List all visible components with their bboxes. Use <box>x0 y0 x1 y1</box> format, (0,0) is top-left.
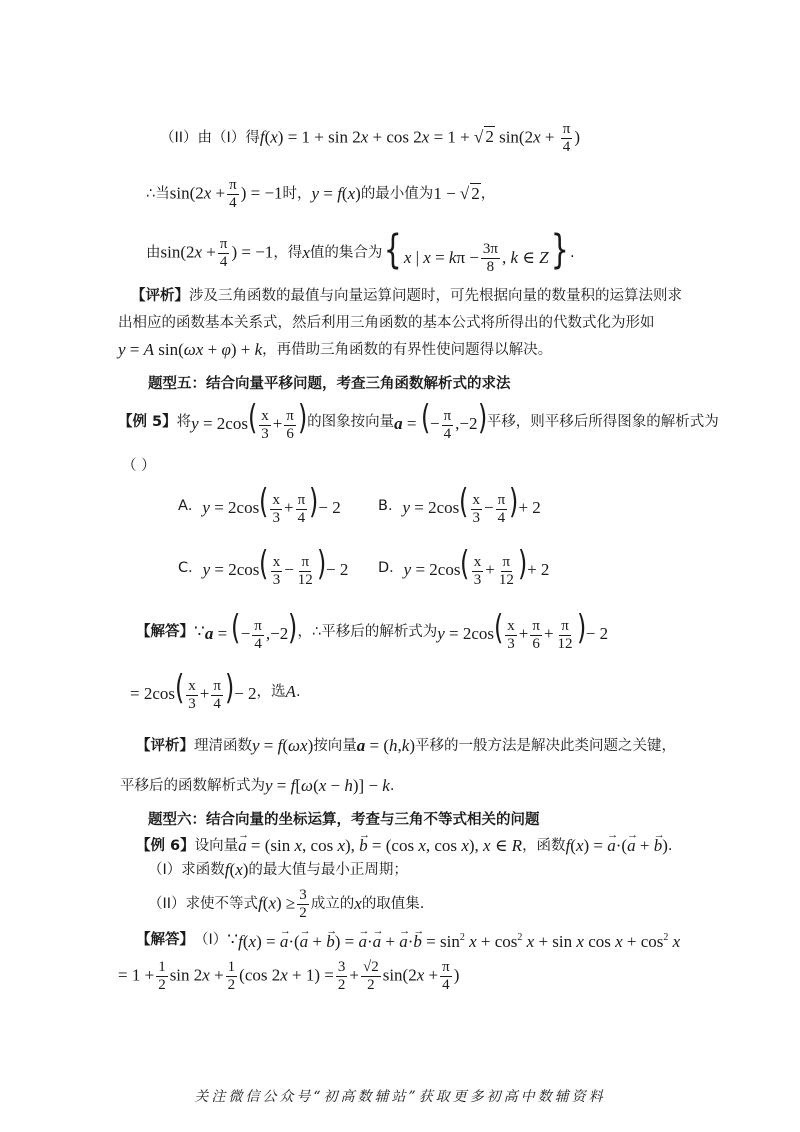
min-value: 1 − √ 2 <box>433 184 480 203</box>
answer5-label: 【解答】 <box>136 624 194 640</box>
comment2-text3: 平移的一般方法是解决此类问题之关键， <box>415 738 676 754</box>
comment2-text1: 理清函数 <box>194 738 252 754</box>
example6-end: . <box>667 838 673 854</box>
option-b[interactable] <box>378 484 541 528</box>
min-condition: sin(2x + $\frac{\pi}{4}$ ) = −1 <box>169 176 283 211</box>
comment1-line3 <box>118 340 552 360</box>
solution-set-line <box>146 226 575 276</box>
example5-text1: 将 <box>176 414 192 430</box>
example5-blank: （ ） <box>122 458 156 474</box>
option-d-expr: y = 2cos( $\frac{x}{3}$ + $\frac{\pi}{12}$ )+ 2 <box>403 544 550 588</box>
option-c-expr: y = 2cos( $\frac{x}{3}$ − $\frac{\pi}{12}$ )− 2 <box>202 544 349 588</box>
answer6-part: （I） <box>194 932 228 948</box>
var-x: x <box>302 243 310 262</box>
answer6-line2 <box>118 954 459 998</box>
answer5-choice: A <box>285 682 296 701</box>
example6-line <box>136 834 672 858</box>
example6-func: f(x) = → a·(→ a + → b) <box>566 836 668 856</box>
option-c-label: C． <box>178 560 203 576</box>
comment2-line2 <box>120 776 394 796</box>
comment2-label: 【评析】 <box>136 738 194 754</box>
q1-text2: 的最大值与最小正周期； <box>248 862 408 878</box>
min-value-line <box>146 174 495 214</box>
q1-label: （I） <box>148 862 182 878</box>
comment2-text4: 平移后的函数解析式为 <box>120 778 265 794</box>
comment1-text1: 涉及三角函数的最值与向量运算问题时，可先根据向量的数量积的运算法则求 <box>189 288 682 304</box>
comment-label: 【评析】 <box>131 288 189 304</box>
example6-vectors: → a = (sin x, cos x), → b = (cos x, cos x), x ∈ R <box>238 836 522 856</box>
comment2-text2: 按向量 <box>313 738 357 754</box>
comma: ， <box>480 186 496 202</box>
min-text: 的最小值为 <box>360 186 434 202</box>
example5-text2: 的图象按向量 <box>307 414 395 430</box>
comment1-line2 <box>118 313 655 333</box>
set-condition: sin(2x + $\frac{\pi}{4}$ ) = −1 <box>160 235 274 270</box>
because-symbol-2: ∵ <box>227 930 239 949</box>
comment2-line1 <box>136 736 676 756</box>
option-b-expr: y = 2cos( $\frac{x}{3}$ − $\frac{\pi}{4}$ )+ 2 <box>402 482 541 526</box>
answer6-label: 【解答】 <box>136 932 194 948</box>
answer5-end: . <box>295 684 301 700</box>
example6-text1: 设向量 <box>194 838 239 854</box>
answer5-line2 <box>130 670 301 714</box>
q2-text3: 的取值集. <box>361 896 425 912</box>
option-a[interactable] <box>178 484 341 528</box>
you-text: 由 <box>146 245 161 261</box>
part2-line <box>160 118 580 158</box>
comment2-end: . <box>389 778 395 794</box>
example6-q2 <box>148 884 424 924</box>
answer5-line1 <box>136 610 608 654</box>
example5-label: 【例 5】 <box>118 414 177 430</box>
part2-equation: f(x) = 1 + sin 2x + cos 2x = 1 + √ 2 sin(2x + $\frac{\pi}{4}$ ) <box>259 120 580 155</box>
comment2-func: y = f(ωx) <box>252 736 314 755</box>
option-d-label: D． <box>378 560 404 576</box>
set-text2: 值的集合为 <box>309 245 383 261</box>
example6-label: 【例 6】 <box>136 838 195 854</box>
option-a-label: A． <box>178 498 203 514</box>
period: . <box>570 245 575 261</box>
example6-text2: ，函数 <box>522 838 566 854</box>
type5-title: 题型五：结合向量平移问题，考查三角函数解析式的求法 <box>148 376 511 392</box>
answer6-line1 <box>136 928 680 952</box>
option-a-expr: y = 2cos( $\frac{x}{3}$ + $\frac{\pi}{4}$ )− 2 <box>202 482 341 526</box>
answer5-expr: y = 2cos( $\frac{x}{3}$ + $\frac{\pi}{6}$ + $\frac{\pi}{12}$ )− 2 <box>437 608 609 652</box>
answer5-result: = 2cos( $\frac{x}{3}$ + $\frac{\pi}{4}$ )− 2 <box>130 668 257 712</box>
comment1-line1 <box>131 286 682 306</box>
answer5-text: ，∴平移后的解析式为 <box>297 624 438 640</box>
example6-q1 <box>148 860 408 880</box>
answer5-vector: a = (− $\frac{\pi}{4}$ ,−2) <box>204 608 298 652</box>
shi-text: 时， <box>282 186 312 202</box>
example5-vector: a = (− $\frac{\pi}{4}$ ,−2) <box>394 398 487 442</box>
q2-text2: 成立的 <box>310 896 355 912</box>
example5-text3: 平移，则平移后所得图象的解析式为 <box>486 414 719 430</box>
answer5-choose: ，选 <box>256 684 286 700</box>
comment2-vector: a = (h,k) <box>356 736 415 755</box>
comment1-text3: ，再借助三角函数的有界性使问题得以解决。 <box>262 342 553 358</box>
option-b-label: B． <box>378 498 403 514</box>
option-d[interactable] <box>378 546 549 590</box>
q2-text1: 求使不等式 <box>185 896 259 912</box>
option-c[interactable] <box>178 546 348 590</box>
comment2-result: y = f[ω(x − h)] − k <box>265 776 390 795</box>
q1-func: f(x) <box>224 860 249 879</box>
set-text1: ，得 <box>273 245 303 261</box>
solution-set: { x | x = kπ − $\frac{3\pi}{8}$ , k ∈ Z} <box>384 226 569 276</box>
comment1-formula: y = A sin(ωx + φ) + k <box>118 340 263 359</box>
example5-function: y = 2cos( $\frac{x}{3}$ + $\frac{\pi}{6}$ ) <box>191 398 308 442</box>
part2-prefix: （II）由（I）得 <box>160 130 260 146</box>
example5-line <box>118 400 719 444</box>
q1-text1: 求函数 <box>181 862 225 878</box>
because-symbol: ∵ <box>194 622 205 641</box>
q2-inequality: f(x) ≥ $\frac{3}{2}$ <box>258 886 307 921</box>
type6-title: 题型六：结合向量的坐标运算，考查与三角不等式相关的问题 <box>148 812 540 828</box>
answer6-expr2: = 1 + $\frac{1}{2}$ sin 2x + $\frac{1}{2}$ (cos 2x + 1) = $\frac{3}{2}$ + $\frac{√2}{2}$ sin(2x + $\frac{\pi}{4}$ ) <box>118 958 460 993</box>
q2-label: （II） <box>148 896 186 912</box>
comment1-text2: 出相应的函数基本关系式，然后利用三角函数的基本公式将所得出的代数式化为形如 <box>118 315 655 331</box>
func-y: y = f(x) <box>311 184 361 203</box>
q2-var: x <box>354 894 362 913</box>
therefore-text: ∴当 <box>146 186 170 202</box>
footer-note: 关注微信公众号“初高数辅站”获取更多初高中数辅资料 <box>194 1089 606 1105</box>
answer6-expr1: f(x) = → a·(→ a + → b) = → a·→ a + → $a\cdot\to b = \sin^2 x + \cos^2 x + \sin x$ $\cos x + \cos^2 x$ <box>238 928 680 952</box>
